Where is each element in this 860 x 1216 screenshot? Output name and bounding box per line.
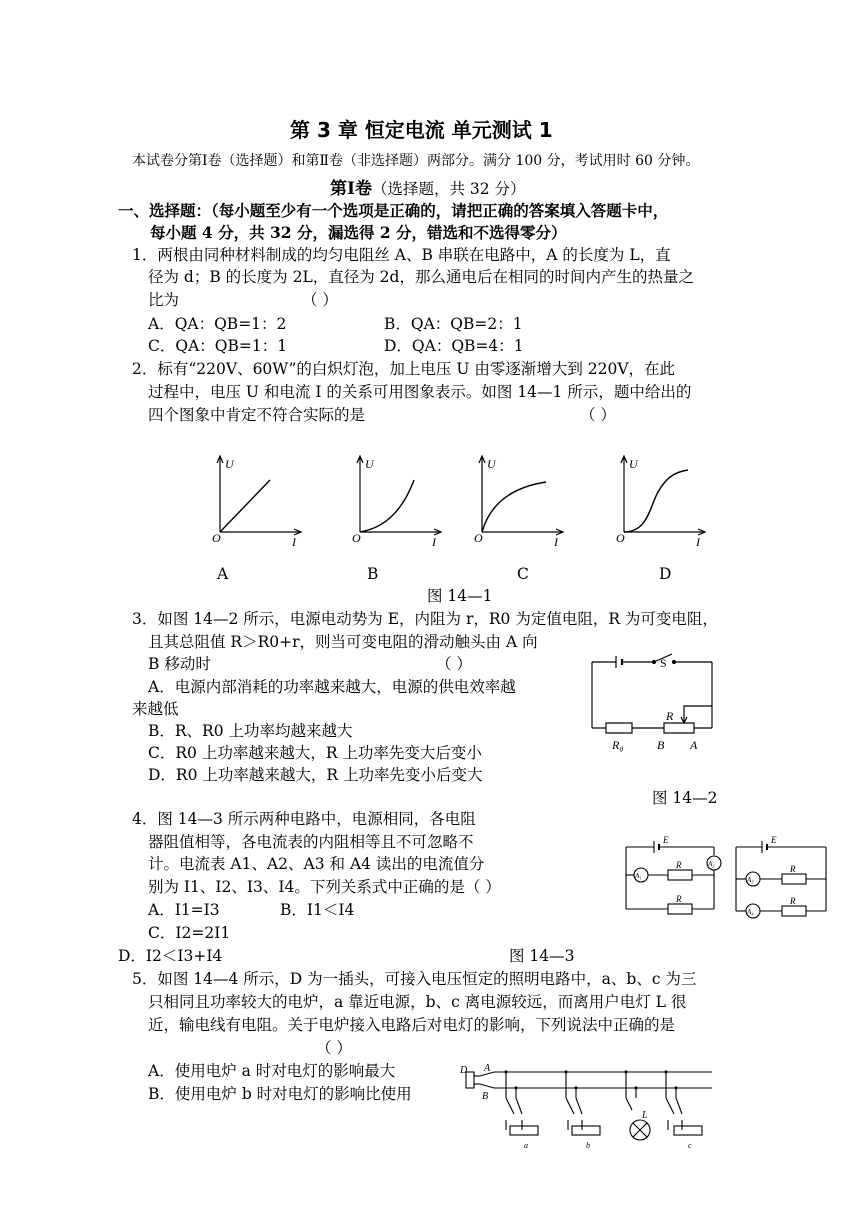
q2-graph-c [472,450,572,550]
figure-caption-14-1: 图 14—1 [427,587,493,605]
q1-stem-line2: 径为 d；B 的长度为 2L，直径为 2d，那么通电后在相同的时间内产生的热量之 [148,268,694,286]
q3-option-a-line1: A．电源内部消耗的功率越来越大，电源的供电效率越 [148,678,516,696]
page-title: 第 3 章 恒定电流 单元测试 1 [290,118,553,142]
q2-graph-d [614,450,714,550]
label-d: D [460,1065,468,1076]
q2-stem-line2: 过程中，电压 U 和电流 I 的关系可用图象表示。如图 14—1 所示，题中给出的 [148,383,692,401]
q2-graph-b [352,450,452,550]
q4-stem-line3: 计。电流表 A1、A2、A3 和 A4 读出的电流值分 [148,855,485,873]
q2-graph-label-d: D [659,565,672,583]
ammeter-a3-label: A₃ [747,876,754,884]
label-r0: R₀ [612,738,624,752]
q4-option-d: D．I2＜I3+I4 [118,947,223,965]
q4-option-b: B．I1＜I4 [280,901,355,919]
label-stove-a: a [524,1141,528,1150]
q5-stem-line2: 只相同且功率较大的电炉，a 靠近电源，b、c 离电源较远，而离用户电灯 L 很 [148,993,687,1011]
label-b: B [482,1091,489,1102]
q2-stem-line3: 四个图象中肯定不符合实际的是 [148,406,366,424]
q4-option-a: A．I1=I3 [148,901,220,919]
q4-stem-line2: 器阻值相等，各电流表的内阻相等且不可忽略不 [148,833,474,851]
axis-i-label: I [554,535,558,549]
q4-stem-line1: 4．图 14—3 所示两种电路中，电源相同，各电阻 [132,810,476,828]
q1-option-b: B．QA：QB=2：1 [384,315,523,333]
q2-graph-a [208,450,308,550]
label-stove-b: b [586,1141,590,1150]
origin-label: O [352,531,361,545]
figure-caption-14-3: 图 14—3 [509,947,575,965]
section-instruction-line2: 每小题 4 分，共 32 分，漏选得 2 分，错选和不选得零分） [150,223,567,242]
q2-stem-line1: 2．标有“220V、60W”的白炽灯泡，加上电压 U 由零逐渐增大到 220V，在此 [132,360,676,378]
q1-option-c: C．QA：QB=1：1 [148,337,288,355]
circuit-figure-14-3 [622,833,832,923]
label-l: L [642,1110,648,1121]
section-instruction-line1: 一、选择题：（每小题至少有一个选项是正确的，请把正确的答案填入答题卡中， [118,201,669,220]
axis-u-label: U [365,457,374,471]
label-a: A [484,1063,491,1074]
q5-option-b: B．使用电炉 b 时对电灯的影响比使用 [148,1085,412,1103]
q1-stem-line1: 1．两根由同种材料制成的均匀电阻丝 A、B 串联在电路中，A 的长度为 L，直 [132,246,671,264]
label-r: R [666,709,674,723]
circuit-figure-14-4 [460,1060,720,1150]
circuit-figure-14-2 [586,652,726,752]
q4-stem-line4: 别为 I1、I2、I3、I4。下列关系式中正确的是（ ） [148,878,501,896]
label-r: R [676,894,682,904]
origin-label: O [212,531,221,545]
q2-graph-label-b: B [367,565,379,583]
ammeter-a4-label: A₄ [747,908,754,916]
q4-option-c: C．I2=2I1 [148,924,231,942]
axis-u-label: U [629,457,638,471]
q2-graph-label-c: C [517,565,529,583]
label-r: R [790,896,796,906]
q1-option-d: D．QA：QB=4：1 [384,337,524,355]
exam-intro: 本试卷分第Ⅰ卷（选择题）和第Ⅱ卷（非选择题）两部分。满分 100 分，考试用时 60 分钟。 [132,153,700,169]
q3-answer-paren: （ ） [436,655,472,673]
q5-answer-paren: （ ） [316,1039,352,1057]
axis-u-label: U [225,457,234,471]
q3-stem-line3: B 移动时 [148,655,211,673]
label-stove-c: c [688,1141,692,1150]
q3-stem-line2: 且其总阻值 R＞R0+r，则当可变电阻的滑动触头由 A 向 [148,633,538,651]
q5-stem-line3: 近，输电线有电阻。关于电炉接入电路后对电灯的影响，下列说法中正确的是 [148,1016,676,1034]
origin-label: O [616,531,625,545]
ammeter-a1-label: A₁ [635,872,642,880]
axis-u-label: U [487,457,496,471]
label-e: E [771,835,777,845]
figure-caption-14-2: 图 14—2 [652,789,718,807]
part-title: 第Ⅰ卷 [330,179,372,199]
axis-i-label: I [292,535,296,549]
origin-label: O [474,531,483,545]
part-heading [330,174,526,199]
label-e: E [663,835,669,845]
q3-option-b: B．R、R0 上功率均越来越大 [148,722,353,740]
label-a: A [690,738,698,752]
q3-stem-line1: 3．如图 14—2 所示，电源电动势为 E，内阻为 r，R0 为定值电阻，R 为可变电阻， [132,610,718,628]
label-b: B [657,738,665,752]
part-note: （选择题，共 32 分） [371,180,526,198]
label-r: R [790,864,796,874]
q5-option-a: A．使用电炉 a 时对电灯的影响最大 [148,1062,396,1080]
q2-answer-paren: （ ） [580,406,616,424]
label-r: R [676,860,682,870]
q1-option-a: A．QA：QB=1：2 [148,315,287,333]
q3-option-c: C．R0 上功率越来越大，R 上功率先变大后变小 [148,744,482,762]
q3-option-d: D．R0 上功率越来越大，R 上功率先变小后变大 [148,766,483,784]
q1-stem-line3: 比为 [148,291,180,309]
axis-i-label: I [432,535,436,549]
q1-answer-paren: （ ） [302,291,338,309]
q2-graph-label-a: A [217,565,229,583]
axis-i-label: I [696,535,700,549]
label-s: S [660,656,667,670]
q5-stem-line1: 5．如图 14—4 所示，D 为一插头，可接入电压恒定的照明电路中，a、b、c 为三 [132,970,697,988]
q3-option-a-line2: 来越低 [132,700,179,718]
ammeter-a2-label: A₂ [708,860,715,868]
